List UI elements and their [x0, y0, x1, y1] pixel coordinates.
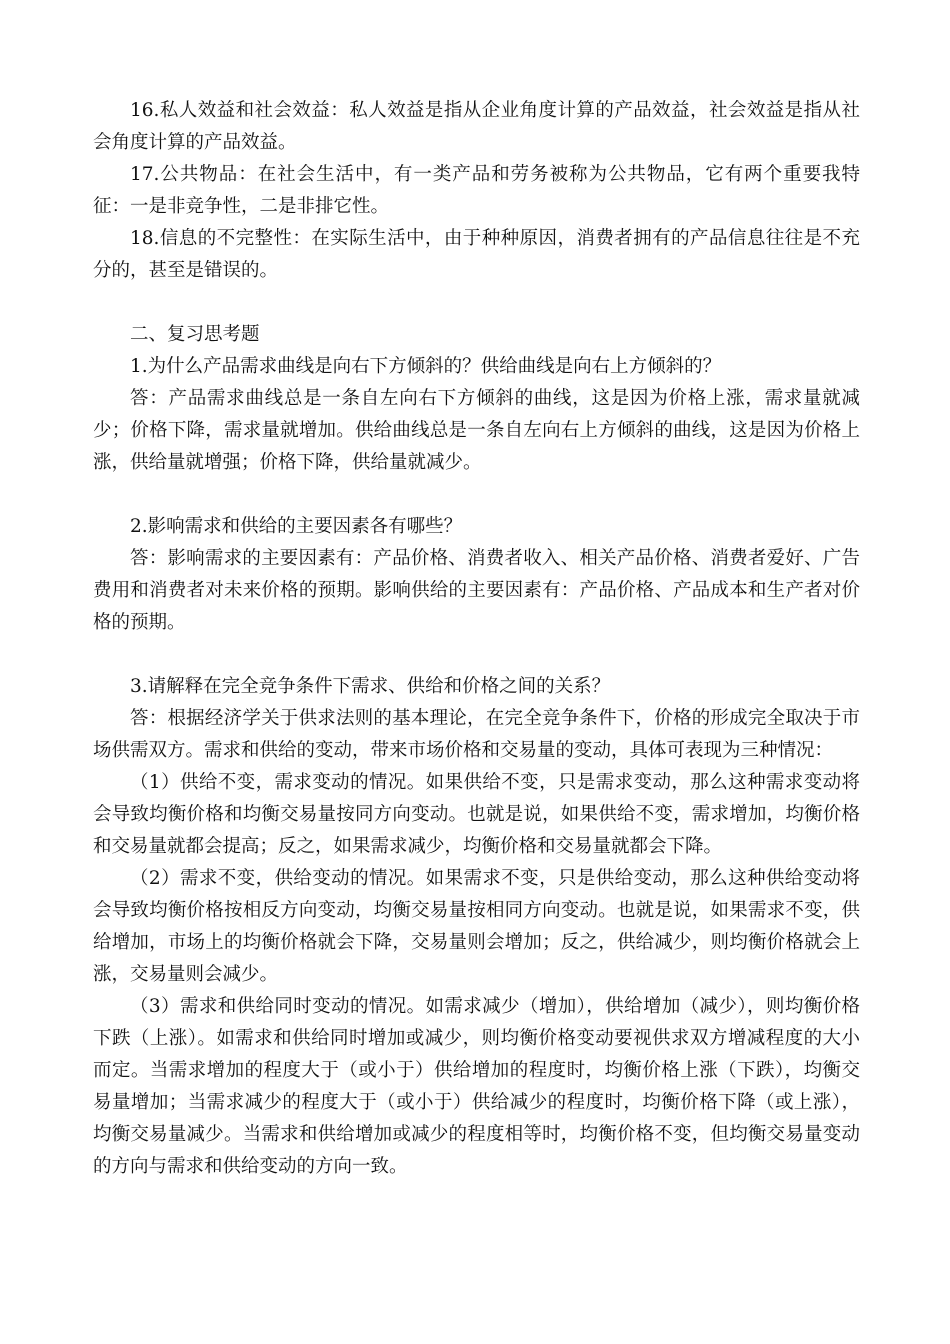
definition-17: 17.公共物品：在社会生活中，有一类产品和劳务被称为公共物品，它有两个重要我特征：一是非竞争性，二是非排它性。: [93, 164, 860, 217]
answer-3-case-2: （2）需求不变，供给变动的情况。如果需求不变，只是供给变动，那么这种供给变动将会导致均衡价格按相反方向变动，均衡交易量按相同方向变动。也就是说，如果需求不变，供给增加，市场上的均衡价格就会下降，交易量则会增加；反之，供给减少，则均衡价格就会上涨，交易量则会减少。: [93, 868, 860, 985]
question-3: 3.请解释在完全竞争条件下需求、供给和价格之间的关系？: [130, 676, 611, 697]
answer-3-case-3: （3）需求和供给同时变动的情况。如需求减少（增加），供给增加（减少），则均衡价格下跌（上涨）。如需求和供给同时增加或减少，则均衡价格变动要视供求双方增减程度的大小而定。当需求增加的程度大于（或小于）供给增加的程度时，均衡价格上涨（下跌），均衡交易量增加；当需求减少的程度大于（或小于）供给减少的程度时，均衡价格下降（或上涨），均衡交易量减少。当需求和供给增加或减少的程度相等时，均衡价格不变，但均衡交易量变动的方向与需求和供给变动的方向一致。: [93, 996, 860, 1177]
answer-3-case-1: （1）供给不变，需求变动的情况。如果供给不变，只是需求变动，那么这种需求变动将会导致均衡价格和均衡交易量按同方向变动。也就是说，如果供给不变，需求增加，均衡价格和交易量就都会提高；反之，如果需求减少，均衡价格和交易量就都会下降。: [93, 772, 860, 857]
question-1: 1.为什么产品需求曲线是向右下方倾斜的？供给曲线是向右上方倾斜的？: [130, 356, 722, 377]
document-page: [93, 95, 860, 1183]
spacer: [93, 639, 860, 671]
question-2: 2.影响需求和供给的主要因素各有哪些？: [130, 516, 463, 537]
answer-3: 答：根据经济学关于供求法则的基本理论，在完全竞争条件下，价格的形成完全取决于市场供需双方。需求和供给的变动，带来市场价格和交易量的变动，具体可表现为三种情况：: [93, 708, 860, 761]
spacer: [93, 287, 860, 319]
section-title: 二、复习思考题: [130, 324, 260, 345]
answer-2: 答：影响需求的主要因素有：产品价格、消费者收入、相关产品价格、消费者爱好、广告费用和消费者对未来价格的预期。影响供给的主要因素有：产品价格、产品成本和生产者对价格的预期。: [93, 548, 860, 633]
definition-16: 16.私人效益和社会效益：私人效益是指从企业角度计算的产品效益，社会效益是指从社会角度计算的产品效益。: [93, 100, 860, 153]
definition-18: 18.信息的不完整性：在实际生活中，由于种种原因，消费者拥有的产品信息往往是不充分的，甚至是错误的。: [93, 228, 860, 281]
spacer: [93, 479, 860, 511]
answer-1: 答：产品需求曲线总是一条自左向右下方倾斜的曲线，这是因为价格上涨，需求量就减少；价格下降，需求量就增加。供给曲线总是一条自左向右上方倾斜的曲线，这是因为价格上涨，供给量就增强；价格下降，供给量就减少。: [93, 388, 860, 473]
